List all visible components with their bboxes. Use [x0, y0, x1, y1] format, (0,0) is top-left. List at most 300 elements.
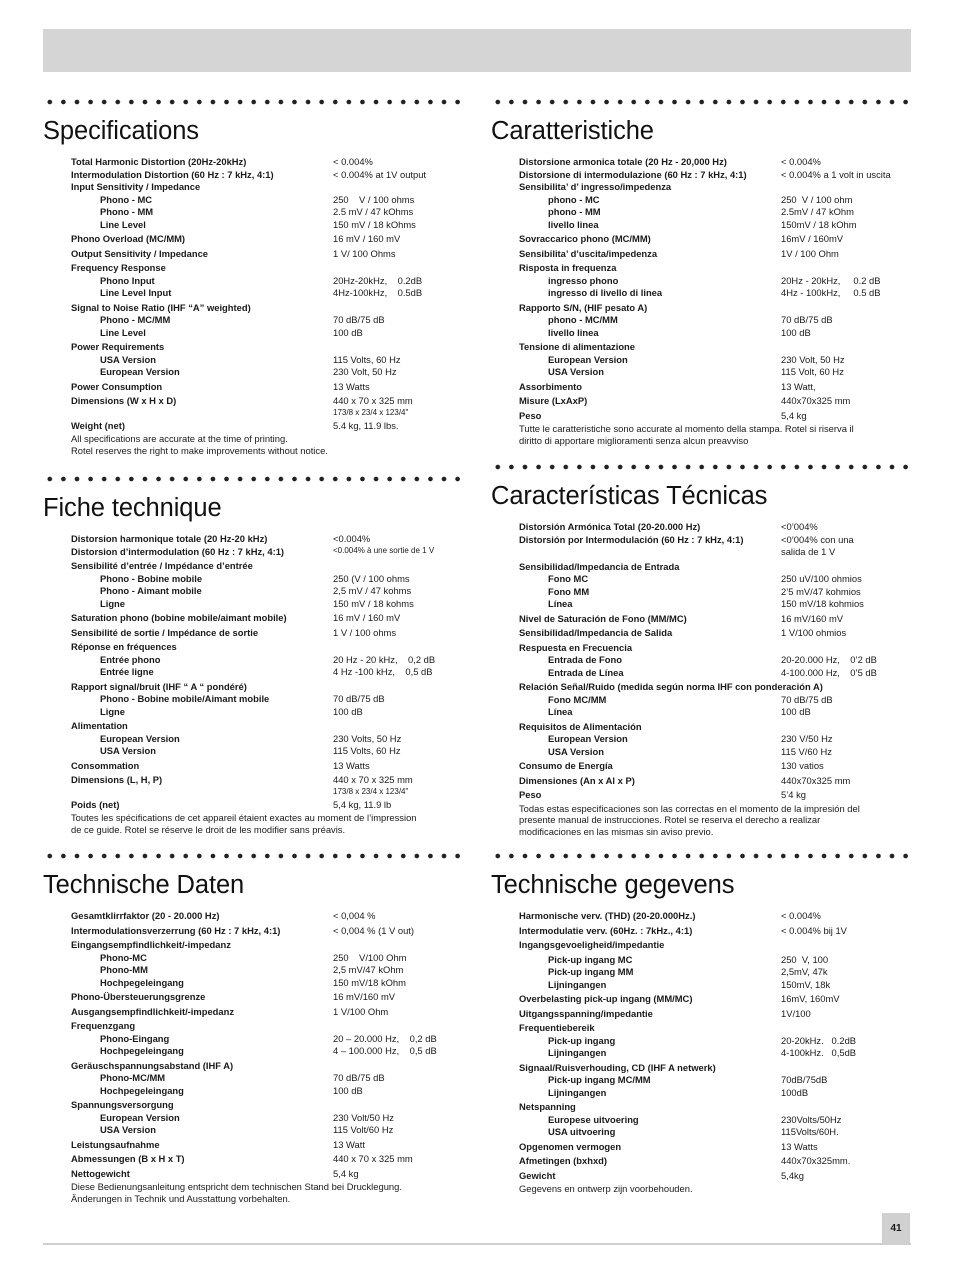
spec-row: [43, 1060, 467, 1073]
spec-row: [43, 395, 467, 418]
spec-value: 115 Volts, 60 Hz: [333, 745, 401, 756]
spec-row: [43, 206, 467, 219]
spec-row: [43, 910, 467, 923]
spec-row: [491, 598, 911, 611]
spec-label: Peso: [519, 789, 542, 800]
spec-row: [491, 521, 911, 534]
spec-label: Phono-MM: [100, 964, 148, 975]
spec-row: [43, 627, 467, 640]
spec-value: 70dB/75dB: [781, 1074, 828, 1085]
spec-row: [43, 1153, 467, 1166]
spec-value: 250 V, 100: [781, 953, 829, 965]
spec-value: 230Volts/50Hz: [781, 1113, 842, 1125]
spec-label: Ingangsgevoeligheid/impedantie: [519, 939, 665, 950]
spec-row: [43, 1006, 467, 1019]
spec-row: [43, 585, 467, 598]
spec-label: Signaal/Ruisverhouding, CD (IHF A netwerk): [519, 1061, 716, 1073]
spec-value: 5’4 kg: [781, 789, 807, 800]
spec-row: [491, 248, 911, 261]
spec-label: Intermodulation Distortion (60 Hz : 7 kHz, 4:1): [71, 168, 274, 180]
spec-row: [491, 341, 911, 354]
spec-value: 2,5 mV/47 kOhm: [333, 964, 404, 975]
spec-table: [43, 156, 467, 432]
section-title: Technische Daten: [43, 871, 245, 899]
spec-table: [491, 910, 911, 1182]
spec-value: 1V / 100 Ohm: [781, 247, 839, 259]
spec-value: 16 mV/160 mV: [333, 991, 396, 1002]
spec-value: 4 Hz -100 kHz, 0,5 dB: [333, 666, 433, 677]
spec-value: < 0.004% a 1 volt in uscita: [781, 168, 891, 180]
spec-row: [491, 410, 911, 423]
spec-value: 100 dB: [333, 705, 363, 717]
spec-label: Rapporto S/N, (HIF pesato A): [519, 301, 648, 313]
spec-value: 2,5mV, 47k: [781, 966, 828, 977]
spec-section: [491, 99, 911, 447]
spec-label: USA Version: [548, 745, 604, 757]
spec-row: [43, 1124, 467, 1137]
spec-row: [43, 964, 467, 977]
spec-row: [491, 233, 911, 246]
spec-label: Pick-up ingang: [548, 1034, 616, 1046]
spec-label: Assorbimento: [519, 380, 583, 392]
spec-row: [491, 395, 911, 408]
spec-label: Sensibilita’ d’uscita/impedenza: [519, 247, 658, 259]
spec-row: [43, 1112, 467, 1125]
spec-label: Sovraccarico phono (MC/MM): [519, 233, 651, 244]
spec-row: [43, 745, 467, 758]
spec-row: [491, 694, 911, 707]
spec-label: Europese uitvoering: [548, 1113, 639, 1125]
spec-label: Output Sensitivity / Impedance: [71, 247, 209, 259]
spec-label: ingresso di livello di linea: [548, 287, 663, 298]
spec-value: 230 V/50 Hz: [781, 733, 833, 744]
spec-row: [491, 939, 911, 952]
spec-label: Entrada de Línea: [548, 666, 624, 678]
spec-row: [43, 925, 467, 938]
spec-row: [491, 1035, 911, 1048]
spec-row: [491, 1022, 911, 1035]
spec-label: Line Level: [100, 218, 146, 230]
spec-label: Dimensiones (An x Al x P): [519, 774, 635, 786]
spec-label: Harmonische verv. (THD) (20-20.000Hz.): [519, 910, 696, 921]
spec-row: [491, 667, 911, 680]
spec-value: 115Volts/60H.: [781, 1126, 839, 1137]
spec-label: Misure (LxAxP): [519, 395, 588, 406]
spec-label: Saturation phono (bobine mobile/aimant mobile): [71, 612, 287, 623]
spec-label: Distorsion d’intermodulation (60 Hz : 7 kHz, 4:1): [71, 545, 285, 557]
spec-value: 16mV, 160mV: [781, 993, 840, 1004]
spec-value: 440 x 70 x 325 mm: [333, 1153, 413, 1164]
spec-label: Consumo de Energía: [519, 760, 613, 771]
spec-label: Risposta in frequenza: [519, 262, 617, 273]
spec-row: [43, 760, 467, 773]
spec-label: Distorsión Armónica Total (20-20.000 Hz): [519, 521, 701, 532]
spec-value: 2’5 mV/47 kohmios: [781, 585, 861, 597]
spec-row: [43, 546, 467, 559]
spec-row: [43, 381, 467, 394]
spec-label: phono - MC/MM: [548, 314, 618, 325]
spec-label: Total Harmonic Distortion (20Hz-20kHz): [71, 156, 247, 167]
spec-row: [43, 681, 467, 694]
spec-row: [491, 789, 911, 802]
spec-value: 230 Volts, 50 Hz: [333, 732, 402, 744]
dotted-divider: [491, 853, 911, 859]
spec-label: Hochpegeleingang: [100, 1084, 184, 1096]
spec-value: 13 Watt,: [781, 380, 816, 392]
spec-section: [491, 853, 911, 1195]
spec-value: 440 x 70 x 325 mm: [333, 395, 413, 406]
spec-label: Entrée phono: [100, 653, 161, 665]
spec-label: Lijningangen: [548, 1047, 607, 1058]
spec-label: Phono - MC/MM: [100, 314, 171, 325]
spec-row: [43, 420, 467, 433]
spec-value: 115 V/60 Hz: [781, 745, 832, 757]
spec-value: <0.004%: [333, 533, 371, 544]
spec-label: Sensibilidad/Impedancia de Salida: [519, 627, 673, 638]
spec-label: Input Sensitivity / Impedance: [71, 181, 201, 192]
spec-value: < 0.004%: [333, 156, 373, 167]
spec-label: Distorsion harmonique totale (20 Hz-20 kHz): [71, 533, 268, 544]
spec-row: [491, 966, 911, 979]
spec-row: [43, 612, 467, 625]
spec-label: Frequentiebereik: [519, 1022, 595, 1033]
spec-row: [491, 706, 911, 719]
section-title: Specifications: [43, 117, 199, 145]
spec-row: [491, 1141, 911, 1154]
spec-label: Sensibilita’ d’ ingresso/impedenza: [519, 181, 672, 192]
spec-value: 250 V / 100 ohms: [333, 193, 415, 205]
footer-rule: [43, 1243, 911, 1245]
spec-value: 150mV, 18k: [781, 978, 831, 990]
spec-value: 150mV / 18 kOhm: [781, 218, 857, 230]
spec-row: [491, 206, 911, 219]
spec-label: phono - MM: [548, 206, 601, 217]
spec-label: Phono-Eingang: [100, 1032, 170, 1044]
spec-value: 20Hz - 20kHz, 0.2 dB: [781, 274, 881, 286]
spec-value-imperial: 173/8 x 23/4 x 123/4": [333, 786, 409, 796]
spec-label: Línea: [548, 706, 573, 717]
spec-footnote: Diese Bedienungsanleitung entspricht dem technischen Stand bei Drucklegung. Änderungen in Technik und Ausstattung vorbehalten.: [71, 1181, 402, 1204]
spec-label: Réponse en fréquences: [71, 641, 177, 652]
spec-value: 440x70x325 mm: [781, 395, 851, 406]
spec-row: [491, 1126, 911, 1139]
spec-value: 100 dB: [333, 326, 363, 338]
spec-label: Spannungsversorgung: [71, 1099, 174, 1110]
spec-label: Pick-up ingang MM: [548, 966, 634, 977]
spec-label: Frequency Response: [71, 262, 166, 273]
spec-row: [43, 977, 467, 990]
spec-label: Phono Overload (MC/MM): [71, 233, 186, 244]
spec-value: 20Hz-20kHz, 0.2dB: [333, 274, 423, 286]
spec-row: [491, 1087, 911, 1100]
spec-row: [43, 341, 467, 354]
spec-label: Línea: [548, 598, 573, 609]
spec-label: Ausgangsempfindlichkeit/-impedanz: [71, 1005, 235, 1017]
spec-row: [43, 654, 467, 667]
spec-row: [491, 746, 911, 759]
spec-row: [43, 354, 467, 367]
spec-label: Intermodulatie verv. (60Hz. : 7kHz., 4:1): [519, 924, 693, 936]
spec-value: 2.5 mV / 47 kOhms: [333, 206, 414, 217]
spec-value: 440x70x325 mm: [781, 774, 851, 786]
spec-value: < 0,004 %: [333, 910, 376, 921]
spec-row: [43, 706, 467, 719]
dotted-divider: [43, 853, 467, 859]
spec-label: Fono MC/MM: [548, 693, 607, 705]
spec-row: [491, 1062, 911, 1075]
spec-row: [43, 327, 467, 340]
spec-label: phono - MC: [548, 193, 600, 205]
spec-row: [43, 666, 467, 679]
spec-row: [491, 642, 911, 655]
spec-row: [43, 598, 467, 611]
spec-row: [491, 954, 911, 967]
spec-value: 230 Volt/50 Hz: [333, 1111, 394, 1123]
spec-value: 5,4 kg: [781, 409, 807, 421]
spec-label: Sensibilité de sortie / Impédance de sortie: [71, 626, 259, 638]
spec-value: < 0.004%: [781, 156, 821, 167]
spec-value: 20 – 20.000 Hz, 0,2 dB: [333, 1032, 437, 1044]
spec-value: 115 Volts, 60 Hz: [333, 353, 401, 365]
spec-row: [43, 560, 467, 573]
spec-row: [491, 1170, 911, 1183]
spec-row: [43, 169, 467, 182]
spec-label: Phono-MC: [100, 951, 147, 963]
spec-label: Peso: [519, 409, 542, 421]
spec-value: 5.4 kg, 11.9 lbs.: [333, 419, 399, 431]
spec-value: <0.004% à une sortie de 1 V: [333, 545, 435, 555]
spec-label: USA uitvoering: [548, 1126, 616, 1137]
spec-row: [491, 1074, 911, 1087]
spec-row: [491, 1101, 911, 1114]
spec-label: ingresso phono: [548, 274, 619, 286]
spec-label: Nivel de Saturación de Fono (MM/MC): [519, 612, 687, 624]
spec-label: Respuesta en Frecuencia: [519, 641, 633, 653]
spec-label: Power Requirements: [71, 341, 165, 352]
page-number: 41: [882, 1213, 910, 1243]
spec-value: 5,4 kg, 11.9 lb: [333, 798, 392, 810]
spec-value: 70 dB/75 dB: [333, 693, 385, 704]
spec-row: [491, 721, 911, 734]
spec-row: [43, 287, 467, 300]
spec-label: Phono - Bobine mobile: [100, 572, 203, 584]
spec-value: 70 dB/75 dB: [333, 314, 385, 325]
spec-label: Tensione di alimentazione: [519, 341, 635, 352]
spec-value: <0’004% con una: [781, 533, 854, 545]
spec-footnote: Gegevens en ontwerp zijn voorbehouden.: [519, 1183, 693, 1194]
spec-table: [491, 156, 911, 422]
spec-label: Weight (net): [71, 419, 125, 431]
spec-row: [43, 1033, 467, 1046]
spec-row: [491, 275, 911, 288]
spec-row: [491, 561, 911, 574]
spec-value: < 0,004 % (1 V out): [333, 924, 415, 936]
spec-value: 16mV / 160mV: [781, 233, 844, 244]
spec-label: Uitgangsspanning/impedantie: [519, 1007, 653, 1019]
spec-value: 1 V/ 100 Ohms: [333, 247, 396, 259]
spec-label: Dimensions (L, H, P): [71, 774, 163, 785]
spec-label: Signal to Noise Ratio (IHF “A” weighted): [71, 301, 251, 313]
spec-value: 100 dB: [781, 706, 811, 717]
spec-label: Distorsione armonica totale (20 Hz - 20,000 Hz): [519, 156, 727, 167]
spec-value: 115 Volt/60 Hz: [333, 1124, 394, 1135]
spec-value: 16 mV / 160 mV: [333, 612, 401, 623]
spec-table: [43, 910, 467, 1180]
spec-section: [43, 853, 467, 1205]
spec-row: [43, 194, 467, 207]
spec-row: [43, 302, 467, 315]
spec-row: [43, 952, 467, 965]
spec-label: Nettogewicht: [71, 1167, 130, 1179]
spec-value: 70 dB/75 dB: [781, 314, 833, 325]
spec-label: Hochpegeleingang: [100, 976, 184, 988]
spec-row: [491, 681, 911, 694]
spec-section: [43, 99, 467, 457]
spec-row: [491, 381, 911, 394]
spec-label: Fono MM: [548, 585, 590, 597]
spec-value: 70 dB/75 dB: [781, 693, 833, 705]
spec-value: 230 Volt, 50 Hz: [333, 366, 397, 377]
spec-row: [491, 219, 911, 232]
spec-row: [491, 613, 911, 626]
spec-label: Intermodulationsverzerrung (60 Hz : 7 kHz, 4:1): [71, 924, 281, 936]
spec-value: 440x70x325mm.: [781, 1155, 851, 1166]
spec-row: [43, 233, 467, 246]
spec-label: Ligne: [100, 705, 125, 717]
spec-row: [491, 169, 911, 182]
spec-row: [491, 733, 911, 746]
spec-value: 4Hz-100kHz, 0.5dB: [333, 287, 423, 298]
spec-label: Leistungsaufnahme: [71, 1138, 160, 1150]
spec-label: USA Version: [100, 1124, 156, 1135]
spec-row: [491, 925, 911, 938]
spec-row: [43, 1099, 467, 1112]
spec-label: USA Version: [548, 366, 604, 377]
spec-label: Frequenzgang: [71, 1020, 136, 1031]
spec-row: [43, 774, 467, 797]
spec-value: 250 V/100 Ohm: [333, 951, 407, 963]
spec-row: [491, 573, 911, 586]
spec-row: [43, 1072, 467, 1085]
spec-value: 1 V/100 ohmios: [781, 627, 847, 638]
spec-row: [43, 156, 467, 169]
spec-table: [43, 533, 467, 811]
spec-value: 20 Hz - 20 kHz, 0,2 dB: [333, 653, 436, 665]
spec-label: Relación Señal/Ruido (medida según norma IHF con ponderación A): [519, 681, 823, 692]
spec-row: [43, 219, 467, 232]
spec-row: [491, 156, 911, 169]
spec-label: Lijningangen: [548, 978, 607, 990]
spec-row: [43, 314, 467, 327]
spec-label: European Version: [100, 366, 180, 377]
spec-label: Opgenomen vermogen: [519, 1140, 622, 1152]
spec-label: USA Version: [100, 353, 156, 365]
spec-row: [43, 693, 467, 706]
spec-value-imperial: 173/8 x 23/4 x 123/4": [333, 407, 409, 417]
spec-value: 1 V / 100 ohms: [333, 626, 397, 638]
spec-value: 2,5 mV / 47 kohms: [333, 585, 412, 596]
spec-label: Gesamtklirrfaktor (20 - 20.000 Hz): [71, 910, 220, 921]
spec-section: [491, 464, 911, 838]
spec-value: 5,4 kg: [333, 1167, 359, 1179]
spec-value: 13 Watt: [333, 1138, 365, 1150]
spec-label: Consommation: [71, 759, 140, 771]
spec-row: [491, 1008, 911, 1021]
spec-value: 150 mV/18 kohmios: [781, 598, 864, 609]
spec-label: Netspanning: [519, 1101, 576, 1112]
spec-label: Sensibilité d’entrée / Impédance d’entrée: [71, 560, 253, 571]
spec-row: [491, 534, 911, 559]
spec-row: [43, 262, 467, 275]
spec-value-continued: salida de 1 V: [781, 546, 836, 557]
spec-value: 20-20kHz. 0.2dB: [781, 1034, 857, 1046]
spec-value: 250 uV/100 ohmios: [781, 573, 862, 584]
spec-value: 230 Volt, 50 Hz: [781, 353, 845, 365]
spec-label: Poids (net): [71, 798, 120, 810]
spec-row: [491, 1155, 911, 1168]
spec-label: Pick-up ingang MC: [548, 953, 633, 965]
spec-row: [43, 248, 467, 261]
spec-label: European Version: [100, 732, 180, 744]
spec-value: < 0.004% at 1V output: [333, 168, 427, 180]
spec-value: 115 Volt, 60 Hz: [781, 366, 844, 377]
spec-label: Distorsione di intermodulazione (60 Hz : 7 kHz, 4:1): [519, 168, 747, 180]
spec-label: European Version: [100, 1111, 180, 1123]
spec-label: USA Version: [100, 745, 156, 756]
spec-row: [43, 799, 467, 812]
section-title: Technische gegevens: [491, 871, 735, 899]
spec-row: [491, 314, 911, 327]
spec-row: [491, 586, 911, 599]
spec-label: Pick-up ingang MC/MM: [548, 1074, 651, 1085]
spec-row: [491, 979, 911, 992]
spec-row: [491, 354, 911, 367]
section-title: Fiche technique: [43, 494, 222, 522]
spec-label: Rapport signal/bruit (IHF “ A “ pondéré): [71, 680, 247, 692]
spec-row: [491, 366, 911, 379]
dotted-divider: [491, 99, 911, 105]
spec-value: 4Hz - 100kHz, 0.5 dB: [781, 287, 881, 298]
section-title: Caratteristiche: [491, 117, 654, 145]
spec-value: 150 mV / 18 kohms: [333, 597, 414, 609]
spec-value: 100dB: [781, 1086, 809, 1098]
spec-value: 5,4kg: [781, 1169, 804, 1181]
dotted-divider: [43, 476, 467, 482]
spec-label: Phono - MC: [100, 193, 153, 205]
spec-label: Dimensions (W x H x D): [71, 395, 177, 406]
spec-value: < 0.004%: [781, 910, 821, 921]
spec-row: [43, 1045, 467, 1058]
spec-row: [43, 1020, 467, 1033]
spec-label: Line Level Input: [100, 287, 172, 298]
spec-label: Ligne: [100, 597, 125, 609]
spec-row: [491, 910, 911, 923]
spec-label: Distorsión por Intermodulación (60 Hz : 7 kHz, 4:1): [519, 533, 744, 545]
spec-value: 150 mV/18 kOhm: [333, 976, 406, 988]
spec-value: 4-100.000 Hz, 0’5 dB: [781, 666, 877, 678]
spec-value: 13 Watts: [333, 759, 370, 771]
spec-row: [43, 1085, 467, 1098]
spec-label: livello linea: [548, 218, 599, 230]
spec-value: < 0.004% bij 1V: [781, 924, 847, 936]
spec-row: [43, 1139, 467, 1152]
spec-label: livello linea: [548, 326, 599, 338]
spec-row: [491, 760, 911, 773]
spec-label: Gewicht: [519, 1169, 556, 1181]
spec-label: Phono - Bobine mobile/Aimant mobile: [100, 693, 270, 704]
spec-label: Eingangsempfindlichkeit/-impedanz: [71, 939, 231, 950]
spec-value: 16 mV / 160 mV: [333, 233, 401, 244]
